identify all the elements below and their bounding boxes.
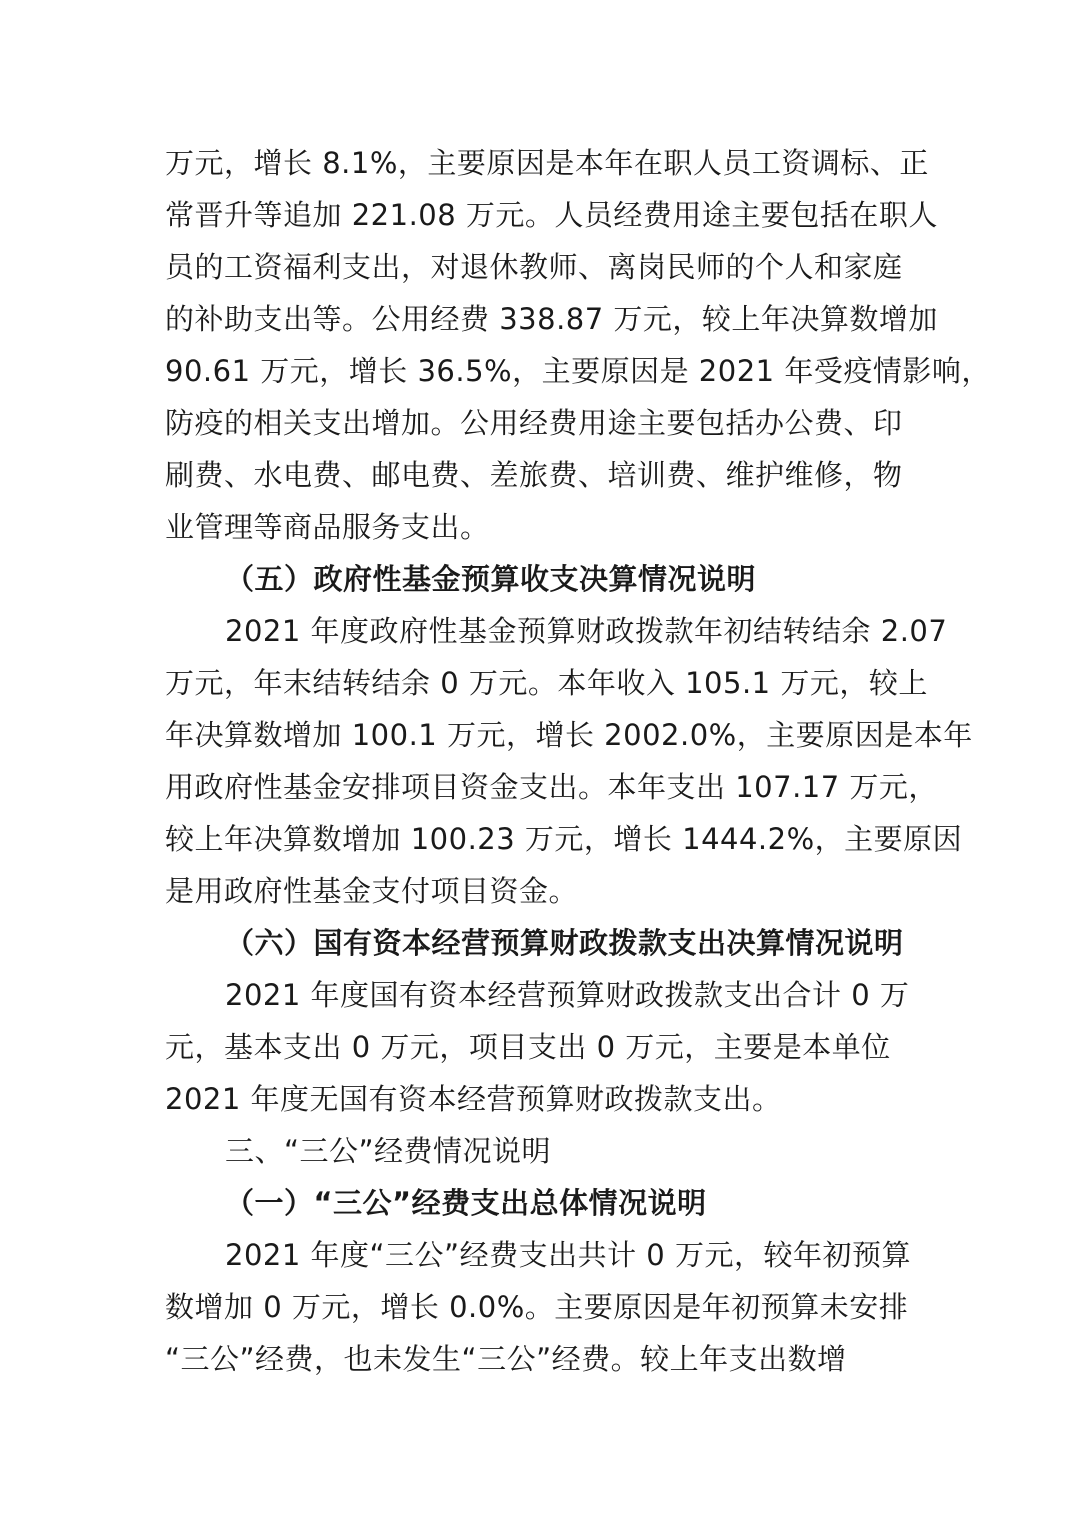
section-heading: （五）政府性基金预算收支决算情况说明: [225, 562, 757, 596]
paragraph-line: 年决算数增加 100.1 万元，增长 2002.0%，主要原因是本年: [165, 718, 973, 752]
paragraph-line: 用政府性基金安排项目资金支出。本年支出 107.17 万元，: [165, 770, 938, 804]
paragraph-line: 数增加 0 万元，增长 0.0%。主要原因是年初预算未安排: [165, 1290, 909, 1324]
section-heading: （六）国有资本经营预算财政拨款支出决算情况说明: [225, 926, 904, 960]
paragraph-line: 万元，增长 8.1%，主要原因是本年在职人员工资调标、正: [165, 146, 929, 180]
paragraph-line: 的补助支出等。公用经费 338.87 万元，较上年决算数增加: [165, 302, 938, 336]
paragraph-line: 员的工资福利支出，对退休教师、离岗民师的个人和家庭: [165, 250, 903, 284]
paragraph-line: 元，基本支出 0 万元，项目支出 0 万元，主要是本单位: [165, 1030, 891, 1064]
paragraph-line: 90.61 万元，增长 36.5%，主要原因是 2021 年受疫情影响，: [165, 354, 991, 388]
paragraph-line: 业管理等商品服务支出。: [165, 510, 490, 544]
paragraph-line: 刷费、水电费、邮电费、差旅费、培训费、维护维修，物: [165, 458, 903, 492]
chapter-heading: 三、“三公”经费情况说明: [225, 1134, 552, 1168]
paragraph-line: “三公”经费，也未发生“三公”经费。较上年支出数增: [165, 1342, 847, 1376]
paragraph-line: 是用政府性基金支付项目资金。: [165, 874, 579, 908]
paragraph-line: 2021 年度国有资本经营预算财政拨款支出合计 0 万: [225, 978, 910, 1012]
paragraph-line: 防疫的相关支出增加。公用经费用途主要包括办公费、印: [165, 406, 903, 440]
paragraph-line: 2021 年度政府性基金预算财政拨款年初结转结余 2.07: [225, 614, 948, 648]
paragraph-line: 较上年决算数增加 100.23 万元，增长 1444.2%，主要原因: [165, 822, 963, 856]
paragraph-line: 万元，年末结转结余 0 万元。本年收入 105.1 万元，较上: [165, 666, 928, 700]
paragraph-line: 常晋升等追加 221.08 万元。人员经费用途主要包括在职人: [165, 198, 938, 232]
section-heading: （一）“三公”经费支出总体情况说明: [225, 1186, 707, 1220]
paragraph-line: 2021 年度无国有资本经营预算财政拨款支出。: [165, 1082, 782, 1116]
paragraph-line: 2021 年度“三公”经费支出共计 0 万元，较年初预算: [225, 1238, 911, 1272]
